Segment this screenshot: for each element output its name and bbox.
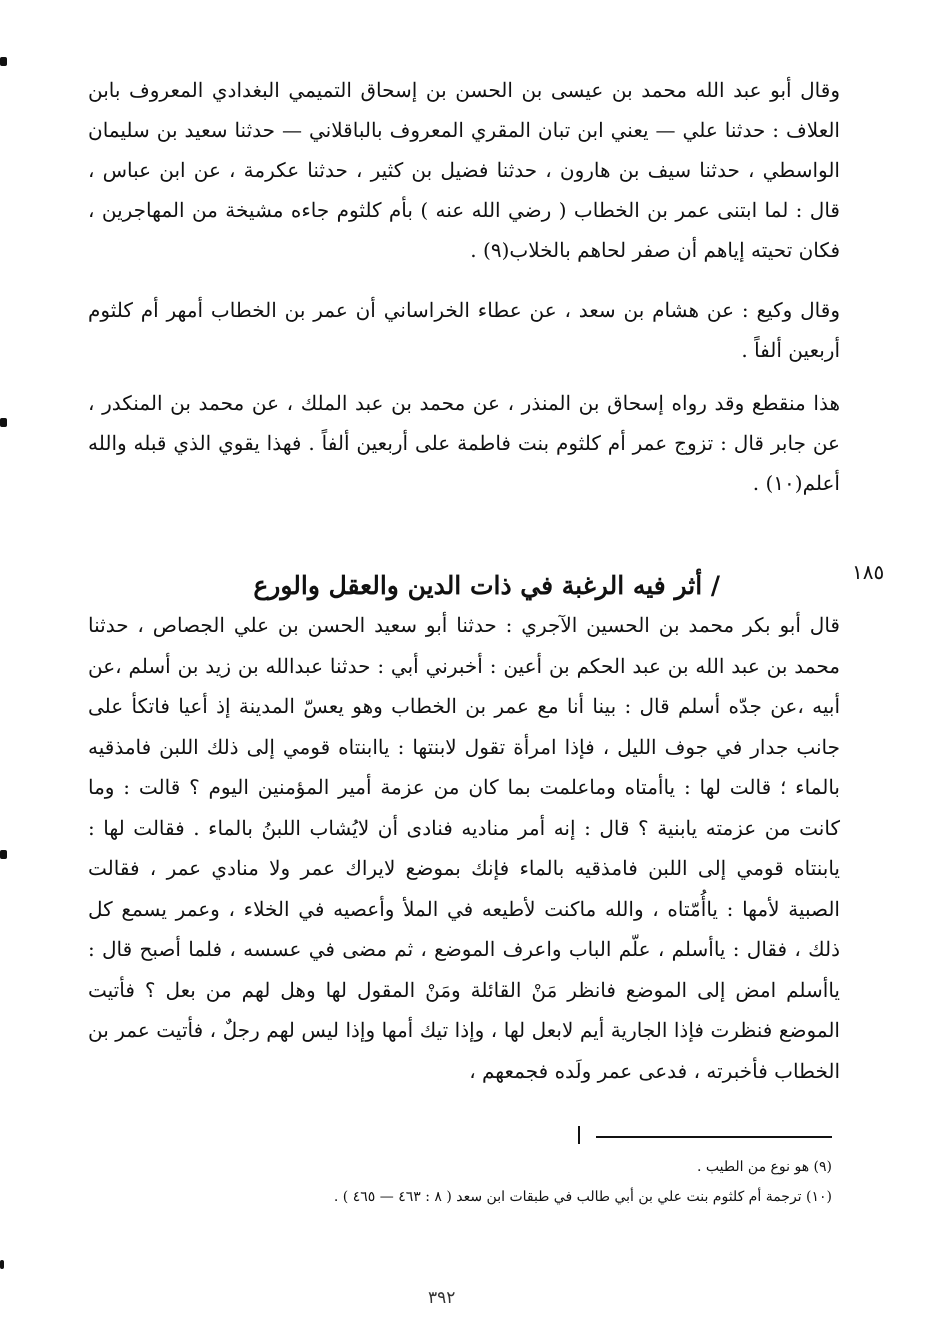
margin-mark <box>0 418 7 427</box>
footnotes <box>200 1152 832 1212</box>
paragraph-munqati-comment: هذا منقطع وقد رواه إسحاق بن المنذر ، عن محمد بن عبد الملك ، عن محمد بن المنكدر ، عن جابر قال : تزوج عمر أم كلثوم بنت فاطمة على أربعين ألفاً . فهذا يقوي الذي قبله والله أعلم(١٠) . <box>88 391 840 495</box>
paragraph-ibn-allaf-narration: وقال أبو عبد الله محمد بن عيسى بن الحسن بن إسحاق التميمي البغدادي المعروف بابن العلاف : حدثنا علي — يعني ابن تبان المقري المعروف بالباقلاني — حدثنا سعيد بن سليمان الواسطي ، حدثنا سيف بن هارون ، حدثنا فضيل بن كثير ، حدثنا عكرمة ، عن ابن عباس ، قال : لما ابتنى عمر بن الخطاب ( رضي الله عنه ) بأم كلثوم جاءه مشيخة من المهاجرين ، فكان تحيته إياهم أن صفر لحاهم بالخلاب(٩) . <box>88 78 840 262</box>
margin-mark <box>0 57 7 66</box>
page-number: ٣٩٢ <box>428 1288 456 1308</box>
margin-mark <box>0 850 7 859</box>
section-number: ١٨٥ <box>852 560 885 584</box>
section-heading: / أثر فيه الرغبة في ذات الدين والعقل والورع <box>253 570 720 600</box>
margin-mark <box>0 1260 4 1269</box>
footnote-9: (٩) هو نوع من الطيب . <box>696 1159 832 1175</box>
footnote-10: (١٠) ترجمة أم كلثوم بنت علي بن أبي طالب في طبقات ابن سعد ( ٨ : ٤٦٣ — ٤٦٥ ) . <box>333 1189 832 1205</box>
section-body: قال أبو بكر محمد بن الحسين الآجري : حدثنا أبو سعيد الحسن بن علي الجصاص ، حدثنا محمد بن عبد الله بن عبد الحكم بن أعين : أخبرني أبي : حدثنا عبدالله بن زيد بن أسلم ،عن أبيه ،عن جدّه أسلم قال : بينا أنا مع عمر بن الخطاب وهو يعسّ المدينة إذ أعيا فاتكأ على جانب جدار في جوف الليل ، فإذا امرأة تقول لابنتها : ياابنتاه قومي إلى ذلك اللبن فامذقيه بالماء ؛ قالت لها : ياأمتاه وماعلمت بما كان من عزمة أمير المؤمنين اليوم ؟ قالت : وما كانت من عزمته يابنية ؟ قال : إنه أمر مناديه فنادى أن لايُشاب اللبنُ بالماء . فقالت لها : يابنتاه قومي إلى اللبن فامذقيه بالماء فإنك بموضع لايراك عمر ولا منادي عمر ، فقالت الصبية لأمها : ياأُمّتاه ، والله ماكنت لأطيعه في الملأ وأعصيه في الخلاء ، وعمر يسمع كل ذلك ، فقال : ياأسلم ، علّم الباب واعرف الموضع ، ثم مضى في عسسه ، فلما أصبح قال : ياأسلم امض إلى الموضع فانظر مَنْ القائلة ومَنْ المقول لها وهل لهم من بعل ؟ فأتيت الموضع فنظرت فإذا الجارية أيم لابعل لها ، وإذا تيك أمها وإذا ليس لهم رجلٌ ، فأتيت عمر بن الخطاب فأخبرته ، فدعى عمر ولَده فجمعهم ، <box>88 613 840 1083</box>
footnote-divider <box>596 1136 832 1138</box>
paragraph-waki-narration: وقال وكيع : عن هشام بن سعد ، عن عطاء الخراساني أن عمر بن الخطاب أمهر أم كلثوم أربعين ألفاً . <box>88 298 840 362</box>
footnote-divider-tick <box>578 1126 580 1144</box>
